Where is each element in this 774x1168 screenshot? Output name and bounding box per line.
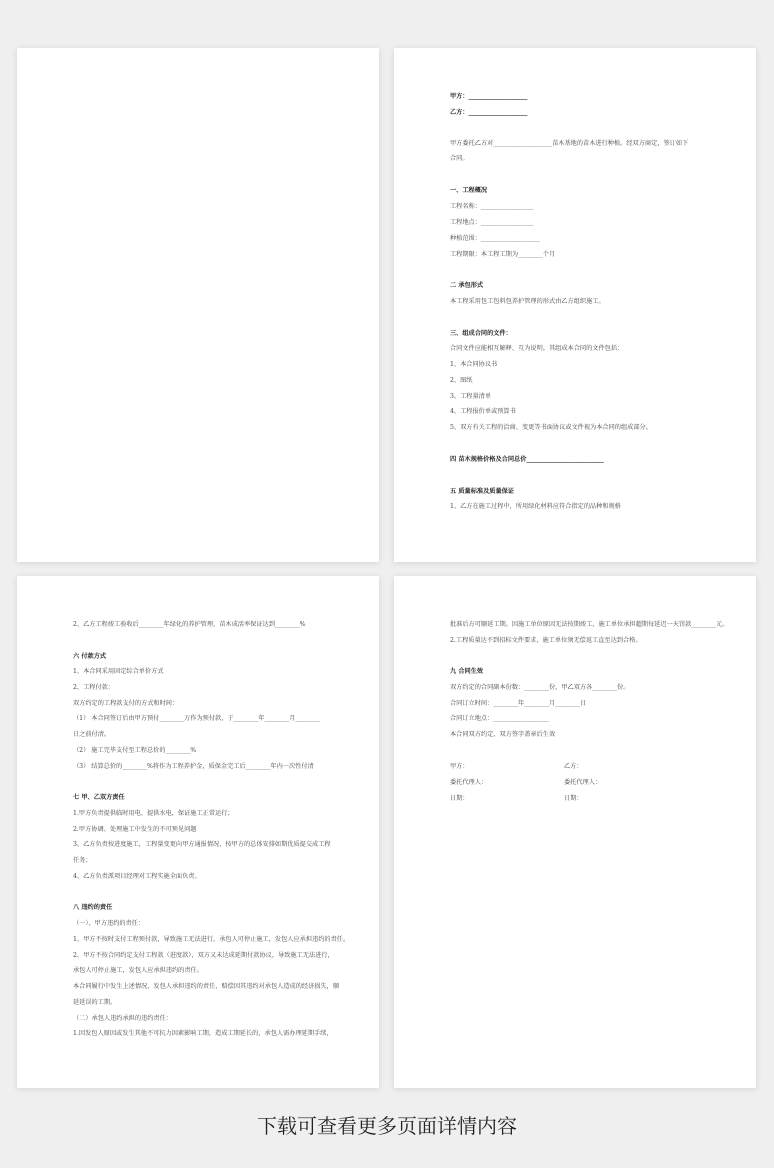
sig-left-agent: 委托代理人：	[450, 779, 488, 786]
text-line: 2.甲方协调、处理施工中发生的不可预见问题	[73, 826, 197, 833]
section-heading: 八 违约的责任	[73, 904, 113, 911]
section-heading: 九 合同生效	[450, 668, 484, 675]
text-line: 1、乙方在施工过程中，所用绿化材料应符合指定的品种和规格	[450, 503, 621, 510]
text-line: 合同文件应能相互解释、互为说明。其组成本合同的文件包括：	[450, 345, 624, 352]
page-4	[394, 576, 756, 1088]
text-line: 2、甲方不按合同约定支付工程款（进度款），双方又未达成延期付款协议，导致施工无法进行，	[73, 952, 334, 959]
text-line: 合同。	[450, 155, 469, 162]
text-line: 1.甲方负责提供临时用电、提供水电，保证施工正常运行；	[73, 810, 234, 817]
text-line: 本合同双方约定，双方签字盖章后生效	[450, 731, 556, 738]
sig-right-date: 日期：	[564, 795, 583, 802]
text-line: 工程期限：本工程工期为________个月	[450, 251, 556, 258]
text-line: 4、工程报价单或预算书	[450, 408, 516, 415]
section-heading: 乙方：___________________	[450, 109, 528, 116]
section-heading: 七 甲、乙双方责任	[73, 794, 125, 801]
text-line: 日之前付清。	[73, 731, 111, 738]
page-2	[394, 48, 756, 562]
sig-left-party: 甲方：	[450, 763, 469, 770]
download-prompt: 下载可查看更多页面详情内容	[257, 1114, 517, 1138]
page-1-blank	[17, 48, 379, 562]
text-line: （1） 本合同签订后由甲方预付________万作为预付款，于________年________月________	[73, 715, 321, 722]
section-heading: 四 苗木规格价格及合同总价_________________________	[450, 456, 604, 463]
text-line: 甲方委托乙方对___________________苗木基地的苗木进行种植。经双方商定，签订如下	[450, 140, 689, 147]
section-heading: 甲方：___________________	[450, 93, 528, 100]
text-line: 延延误的工期。	[73, 999, 117, 1006]
text-line: 2、乙方工程竣工验收后________年绿化的养护管理，苗木成活率保证达到________%	[73, 621, 306, 628]
text-line: 本工程采用包工包料包养护管理的形式由乙方组织施工。	[450, 298, 605, 305]
section-heading: 二 承包形式	[450, 282, 484, 289]
section-heading: 六 付款方式	[73, 653, 107, 660]
text-line: （3） 结算总价的________%将作为工程养护金，质保金完工后________年内一次性付清	[73, 763, 314, 770]
text-line: 2、工程付款：	[73, 684, 115, 691]
text-line: （2） 施工完毕支付至工程总价的________%	[73, 747, 197, 754]
sig-right-party: 乙方：	[564, 763, 583, 770]
text-line: （二）承包人违约承担的违约责任：	[73, 1015, 172, 1022]
text-line: 4、乙方负责派项目经理对工程实施全面负责。	[73, 873, 201, 880]
text-line: 5、双方有关工程的洽商、变更等书面协议或文件视为本合同的组成部分。	[450, 424, 652, 431]
text-line: 工程地点：_________________	[450, 219, 534, 226]
text-line: 1、本合同采用固定综合单价方式	[73, 668, 164, 675]
section-heading: 三、组成合同的文件：	[450, 330, 512, 337]
text-line: 2.工程质量达不到招标文件要求，施工单位须无偿返工直至达到合格。	[450, 637, 642, 644]
section-heading: 一、工程概况	[450, 187, 488, 194]
text-line: 合同订立地点：__________________	[450, 715, 549, 722]
text-line: 批准后方可顺延工期。因施工单位原因无法按期竣工，施工单位承担超期每延迟一天罚款________元。	[450, 621, 729, 628]
text-line: 工程名称：_________________	[450, 203, 534, 210]
text-line: 1、本合同协议书	[450, 361, 498, 368]
text-line: 种植范围：___________________	[450, 235, 540, 242]
text-line: 3、工程量清单	[450, 393, 492, 400]
section-heading: 五 质量标准及质量保证	[450, 488, 515, 495]
sig-left-date: 日期：	[450, 795, 469, 802]
text-line: 3、乙方负责按进度施工，工程量变更向甲方通报情况，按甲方的总体安排如期优质提交成工程	[73, 841, 331, 848]
text-line: 本合同履行中发生上述情况，发包人承担违约的责任，赔偿因其违约对承包人造成的经济损失，顺	[73, 983, 340, 990]
text-line: 双方约定的合同副本份数：________份，甲乙双方各________份。	[450, 684, 630, 691]
text-line: 2、图纸	[450, 377, 473, 384]
text-line: （一）、甲方违约的责任：	[73, 920, 145, 927]
text-line: 双方约定的工程款支付的方式和时间：	[73, 700, 179, 707]
text-line: 承包人可停止施工，发包人应承担违约的责任。	[73, 967, 203, 974]
text-line: 1.因发包人原因或发生其他不可抗力因素影响工期，造成工期延长的，承包人需办理延期手续，	[73, 1030, 333, 1037]
text-line: 任务；	[73, 857, 92, 864]
text-line: 合同订立时间：________年________月________日	[450, 700, 587, 707]
sig-right-agent: 委托代理人：	[564, 779, 602, 786]
text-line: 1、甲方不按时支付工程预付款，导致施工无法进行，承包人可停止施工，发包人应承担违约的责任。	[73, 936, 350, 943]
page-3	[17, 576, 379, 1088]
